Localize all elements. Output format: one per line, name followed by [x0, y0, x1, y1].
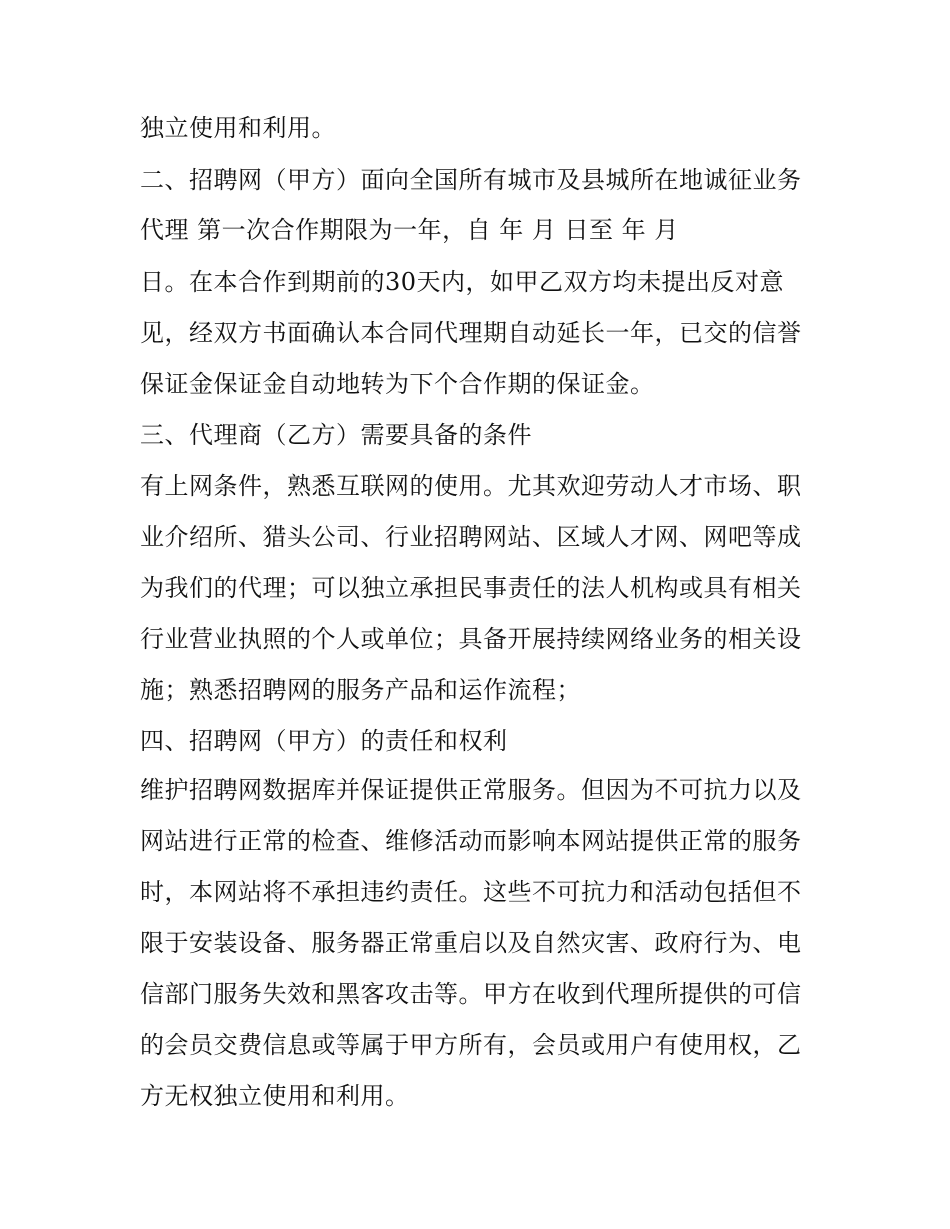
text-line: 网站进行正常的检查、维修活动而影响本网站提供正常的服务 — [140, 827, 802, 855]
section-heading: 四、招聘网（甲方）的责任和权利 — [140, 727, 508, 755]
text-line: 见，经双方书面确认本合同代理期自动延长一年，已交的信誉 — [140, 319, 802, 347]
text-line: 的会员交费信息或等属于甲方所有，会员或用户有使用权，乙 — [140, 1031, 802, 1059]
text-line: 保证金保证金自动地转为下个合作期的保证金。 — [140, 370, 655, 398]
text-line: 信部门服务失效和黑客攻击等。甲方在收到代理所提供的可信 — [140, 980, 802, 1008]
text-line: 行业营业执照的个人或单位；具备开展持续网络业务的相关设 — [140, 625, 802, 653]
text-line: 方无权独立使用和利用。 — [140, 1082, 410, 1110]
text-line: 维护招聘网数据库并保证提供正常服务。但因为不可抗力以及 — [140, 776, 802, 804]
text-line: 限于安装设备、服务器正常重启以及自然灾害、政府行为、电 — [140, 929, 802, 957]
text-line: 二、招聘网（甲方）面向全国所有城市及县城所在地诚征业务 — [140, 166, 802, 194]
text-line: 业介绍所、猎头公司、行业招聘网站、区域人才网、网吧等成 — [140, 523, 802, 551]
text-line: 施；熟悉招聘网的服务产品和运作流程； — [140, 676, 581, 704]
text-line: 有上网条件，熟悉互联网的使用。尤其欢迎劳动人才市场、职 — [140, 472, 802, 500]
text-line: 时，本网站将不承担违约责任。这些不可抗力和活动包括但不 — [140, 878, 802, 906]
text-line: 为我们的代理；可以独立承担民事责任的法人机构或具有相关 — [140, 574, 802, 602]
text-line: 独立使用和利用。 — [140, 114, 336, 142]
section-heading: 三、代理商（乙方）需要具备的条件 — [140, 421, 532, 449]
text-line: 代理 第一次合作期限为一年，自 年 月 日至 年 月 — [140, 216, 679, 244]
text-line: 日。在本合作到期前的30天内，如甲乙双方均未提出反对意 — [140, 268, 785, 296]
